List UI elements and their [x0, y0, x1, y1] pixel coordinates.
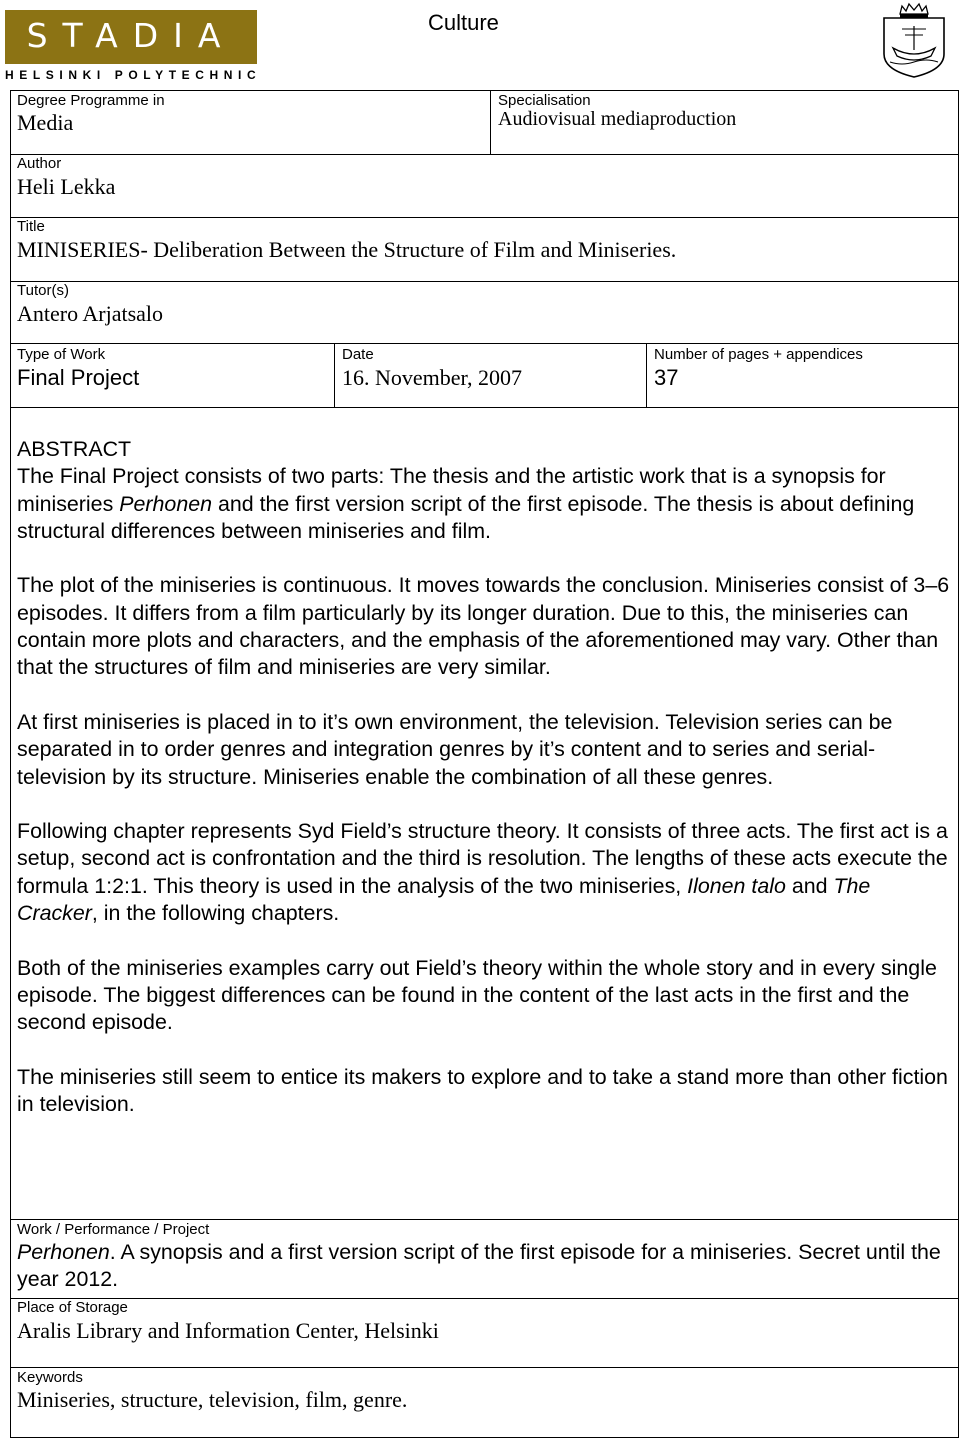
column-divider	[490, 90, 491, 154]
row-divider	[10, 281, 959, 282]
text-run: and	[785, 873, 834, 898]
faculty-name: Culture	[428, 10, 499, 35]
title-value: MINISERIES- Deliberation Between the Structure of Film and Miniseries.	[17, 237, 677, 262]
degree-programme-value: Media	[17, 110, 74, 135]
pages-value: 37	[654, 365, 679, 390]
tutors-value: Antero Arjatsalo	[17, 301, 164, 326]
text-run: and the first version script of the first episode. The thesis is about defining structural differences between miniseries and film.	[17, 491, 915, 543]
abstract-paragraph: The plot of the miniseries is continuous. It moves towards the conclusion. Miniseries consist of 3–6 episodes. It differs from a film particularly by its longer duration. Due to this, the miniseries can contain more plots and characters, and the emphasis of the aforementioned may vary. Other than that the structures of film and miniseries are very similar.	[17, 573, 950, 680]
column-divider	[334, 343, 335, 407]
helsinki-coat-of-arms-icon	[880, 2, 948, 78]
abstract-heading: ABSTRACT	[17, 437, 132, 461]
abstract-paragraph: At first miniseries is placed in to it’s own environment, the television. Television series can be separated in to order genres and integration genres by it’s content and to series and serial-television by its structure. Miniseries enable the combination of all these genres.	[17, 709, 893, 789]
keywords-label: Keywords	[17, 1369, 83, 1386]
row-divider	[10, 1298, 959, 1299]
row-divider	[10, 343, 959, 344]
text-run: . A synopsis and a first version script of the first episode for a miniseries. Secret until the year 2012.	[17, 1240, 941, 1292]
specialisation-label: Specialisation	[498, 92, 591, 109]
text-run: The Final Project consists of two parts: The thesis and the artistic work that is a synopsis for miniseries	[17, 464, 886, 516]
keywords-value: Miniseries, structure, television, film, genre.	[17, 1387, 408, 1412]
tutors-label: Tutor(s)	[17, 282, 69, 299]
date-value: 16. November, 2007	[342, 365, 522, 390]
author-label: Author	[17, 155, 62, 172]
text-run: Following chapter represents Syd Field’s structure theory. It consists of three acts. The first act is a setup, second act is confrontation and the third is resolution. The lengths of these acts execute the formula 1:2:1. This theory is used in the analysis of the two miniseries,	[17, 819, 948, 898]
abstract-paragraph: The miniseries still seem to entice its makers to explore and to take a stand more than other fiction in television.	[17, 1064, 948, 1117]
logo-text: STADIA	[26, 16, 236, 55]
specialisation-value: Audiovisual mediaproduction	[498, 108, 737, 130]
italic-title: Perhonen	[119, 491, 213, 516]
type-of-work-label: Type of Work	[17, 346, 106, 363]
date-label: Date	[342, 346, 374, 363]
italic-title: The Cracker	[17, 873, 871, 926]
storage-value: Aralis Library and Information Center, Helsinki	[17, 1318, 439, 1343]
row-divider	[10, 1367, 959, 1368]
pages-label: Number of pages + appendices	[654, 346, 863, 363]
column-divider	[646, 343, 647, 407]
row-divider	[10, 154, 959, 155]
abstract-paragraph	[17, 463, 957, 545]
abstract-paragraph: Both of the miniseries examples carry out Field’s theory within the whole story and in every single episode. The biggest differences can be found in the content of the last acts in the first and the second episode.	[17, 955, 937, 1035]
author-value: Heli Lekka	[17, 174, 116, 199]
degree-programme-label: Degree Programme in	[17, 92, 165, 109]
row-divider	[10, 407, 959, 408]
stadia-logo	[5, 10, 257, 64]
work-description	[17, 1239, 947, 1294]
row-divider	[10, 1219, 959, 1220]
italic-title: Perhonen	[17, 1240, 110, 1264]
text-run: , in the following chapters.	[91, 901, 340, 926]
type-of-work-value: Final Project	[17, 365, 140, 390]
title-label: Title	[17, 218, 45, 235]
italic-title: Ilonen talo	[687, 873, 786, 898]
row-divider	[10, 217, 959, 218]
logo-subtitle: HELSINKI POLYTECHNIC	[5, 68, 262, 82]
abstract-paragraph	[17, 818, 957, 927]
abstract-section	[17, 436, 957, 1146]
work-label: Work / Performance / Project	[17, 1221, 210, 1238]
storage-label: Place of Storage	[17, 1299, 128, 1316]
